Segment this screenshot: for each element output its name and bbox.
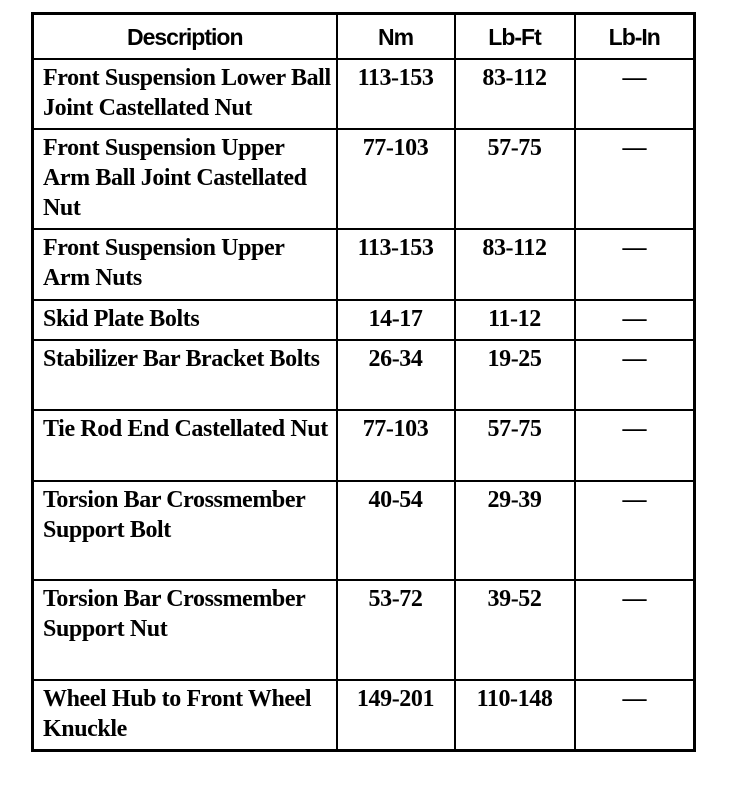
cell-lb-in: —: [575, 580, 695, 680]
cell-nm: 14-17: [337, 300, 455, 340]
cell-lb-in: —: [575, 340, 695, 410]
cell-lb-in: —: [575, 229, 695, 300]
header-row: [33, 14, 695, 60]
cell-lb-in: —: [575, 680, 695, 750]
table-header: [33, 14, 695, 60]
cell-lb-ft: 19-25: [455, 340, 575, 410]
cell-description: Front Suspension Upper Arm Nuts: [33, 229, 337, 300]
header-lb-in: Lb-In: [575, 14, 695, 60]
table-row: [33, 580, 695, 680]
cell-description: Front Suspension Lower Ball Joint Castellated Nut: [33, 59, 337, 129]
cell-lb-ft: 39-52: [455, 580, 575, 680]
table-row: [33, 300, 695, 340]
cell-lb-ft: 110-148: [455, 680, 575, 750]
header-description: Description: [33, 14, 337, 60]
header-nm: Nm: [337, 14, 455, 60]
cell-nm: 53-72: [337, 580, 455, 680]
cell-description: Tie Rod End Castellated Nut: [33, 410, 337, 481]
cell-lb-ft: 83-112: [455, 59, 575, 129]
table-row: [33, 410, 695, 481]
cell-description: Torsion Bar Crossmember Support Bolt: [33, 481, 337, 580]
cell-lb-ft: 11-12: [455, 300, 575, 340]
cell-lb-in: —: [575, 300, 695, 340]
cell-nm: 113-153: [337, 59, 455, 129]
cell-description: Stabilizer Bar Bracket Bolts: [33, 340, 337, 410]
cell-nm: 113-153: [337, 229, 455, 300]
cell-lb-ft: 57-75: [455, 129, 575, 229]
cell-lb-ft: 83-112: [455, 229, 575, 300]
cell-lb-in: —: [575, 129, 695, 229]
cell-description: Skid Plate Bolts: [33, 300, 337, 340]
cell-lb-in: —: [575, 59, 695, 129]
cell-description: Front Suspension Upper Arm Ball Joint Castellated Nut: [33, 129, 337, 229]
cell-nm: 40-54: [337, 481, 455, 580]
cell-description: Wheel Hub to Front Wheel Knuckle: [33, 680, 337, 750]
cell-description: Torsion Bar Crossmember Support Nut: [33, 580, 337, 680]
cell-nm: 77-103: [337, 410, 455, 481]
cell-lb-in: —: [575, 481, 695, 580]
table-row: [33, 229, 695, 300]
table-row: [33, 59, 695, 129]
cell-nm: 26-34: [337, 340, 455, 410]
cell-lb-ft: 29-39: [455, 481, 575, 580]
table-row: [33, 680, 695, 750]
header-lb-ft: Lb-Ft: [455, 14, 575, 60]
cell-lb-ft: 57-75: [455, 410, 575, 481]
torque-specification-table: [31, 12, 696, 752]
cell-nm: 77-103: [337, 129, 455, 229]
table-row: [33, 481, 695, 580]
cell-nm: 149-201: [337, 680, 455, 750]
table-row: [33, 129, 695, 229]
table-body: [33, 59, 695, 750]
table-row: [33, 340, 695, 410]
cell-lb-in: —: [575, 410, 695, 481]
